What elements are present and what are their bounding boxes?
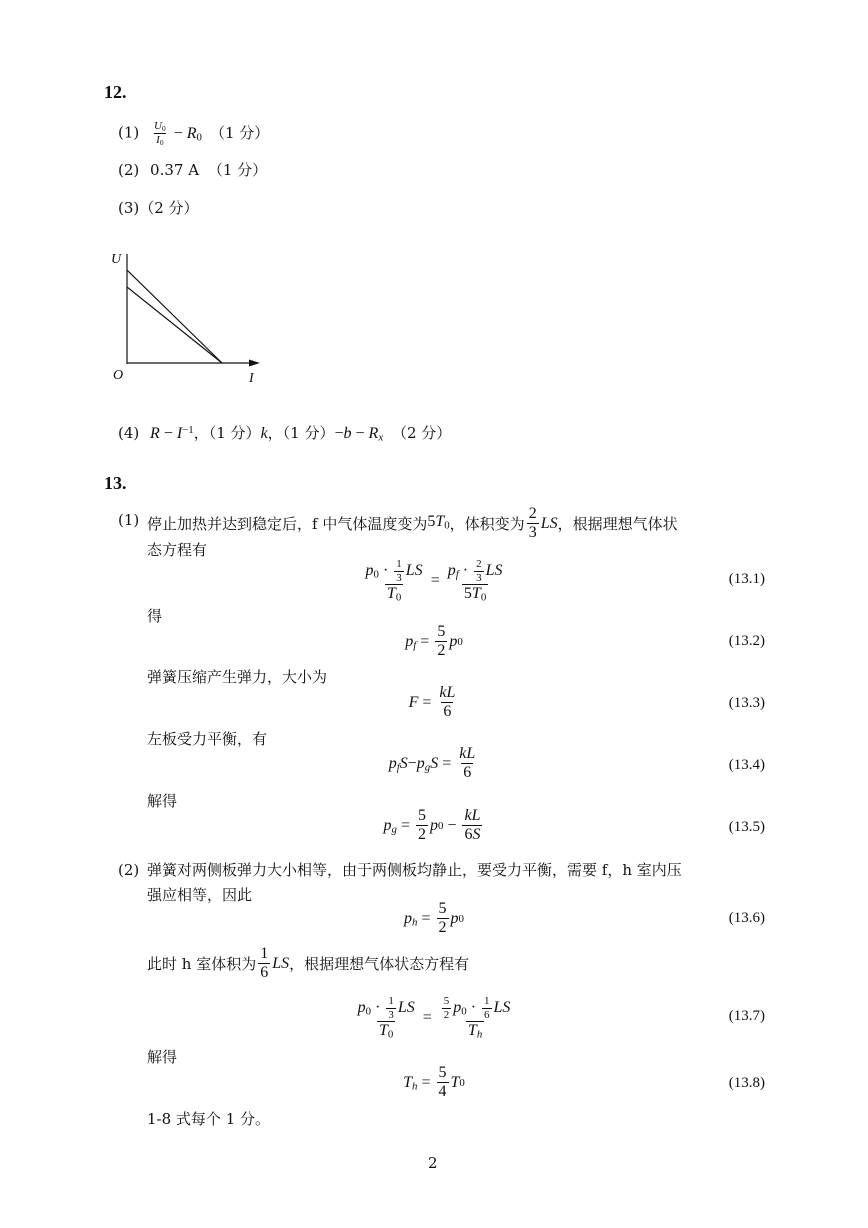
q12-item-1-formula: $\frac{U_0}{I_0}$ − $R_0$: [154, 120, 202, 148]
eq-number-13-5: (13.5): [728, 819, 765, 835]
q12-item-4: (4) $R - I^{-1}$，（1 分）k，（1 分）$-b - R_x$ （2 分）: [118, 423, 452, 444]
q12-item-4-part1: ，（1 分）: [193, 423, 261, 442]
q13-balance-text: 左板受力平衡，有: [147, 730, 268, 748]
equation-13-6: $p_h$ = $\frac{5}{2}$ p 0: [404, 900, 464, 937]
q13-part1-intro-a: 停止加热并达到稳定后，f 中气体温度变为: [147, 514, 428, 533]
q12-item-3-score: （2 分）: [139, 199, 199, 217]
eq-number-13-7: (13.7): [728, 1008, 765, 1024]
q12-item-1-label: (1): [118, 123, 140, 142]
origin-label: O: [113, 368, 124, 383]
eq-number-13-6: (13.6): [728, 910, 765, 926]
equation-13-1: $p_0$ · $\frac{1}{3}$ LS $T_0$ = $p_f$ · $\frac{2}{3}$ LS $5T_0$: [365, 558, 503, 604]
q12-item-4-score: （2 分）: [391, 423, 452, 442]
y-axis-label: U: [111, 252, 122, 267]
line-lower: [127, 287, 222, 363]
eq-number-13-1: (13.1): [728, 571, 765, 587]
q12-item-2-label: (2): [118, 161, 140, 179]
q12-number: 12.: [104, 82, 127, 102]
q12-item-1-score: （1 分）: [209, 123, 270, 142]
x-axis-label: I: [249, 371, 254, 386]
q13-part1-label: (1): [118, 511, 140, 529]
equation-13-4: $p_fS$ − $p_gS$ = $\frac{kL}{6}$: [388, 745, 476, 782]
eq-number-13-2: (13.2): [728, 633, 765, 649]
q13-part2-volume: 此时 h 室体积为 $\frac{1}{6}$ LS ，根据理想气体状态方程有: [147, 945, 470, 982]
q13-part2-line1: 弹簧对两侧板弹力大小相等，由于两侧板均静止，要受力平衡，需要 f，h 室内压: [147, 861, 682, 879]
q13-part1-solve: 解得: [147, 792, 178, 810]
equation-13-7: $p_0$ · $\frac{1}{3}$ LS $T_0$ = $\frac{5}{2}$ $p_0$ · $\frac{1}{6}$ LS $T_h$: [357, 995, 511, 1041]
q13-part2-line2: 强应相等，因此: [147, 886, 253, 904]
q13-part1-intro-c: ，根据理想气体状: [557, 514, 678, 533]
q13-part2-label: (2): [118, 861, 140, 879]
q13-number: 13.: [104, 473, 127, 493]
q13-part1-intro-b: ，体积变为: [449, 514, 525, 533]
equation-13-8: $T_h$ = $\frac{5}{4}$ T 0: [403, 1064, 465, 1101]
q12-item-3: [118, 198, 199, 218]
equation-13-3: F = $\frac{kL}{6}$: [408, 684, 456, 721]
u-i-graph: [104, 244, 274, 386]
q13-part1-intro-line2: 态方程有: [147, 541, 208, 559]
q12-item-4-part2: ，（1 分）: [267, 423, 335, 442]
q13-part1-intro: 停止加热并达到稳定后，f 中气体温度变为 $5T_0$ ，体积变为 $\frac{2}{3}$ LS ，根据理想气体状: [147, 505, 678, 542]
equation-13-5: $p_g$ = $\frac{5}{2}$ p 0 − $\frac{kL}{6S}$: [383, 807, 481, 844]
q12-item-3-label: (3): [118, 199, 140, 217]
q12-item-2-score: （1 分）: [207, 161, 268, 179]
q13-spring-text: 弹簧压缩产生弹力，大小为: [147, 668, 328, 686]
eq-number-13-3: (13.3): [728, 695, 765, 711]
q12-item-2-value: 0.37 A: [150, 161, 200, 179]
q13-part2-vol-b: ，根据理想气体状态方程有: [289, 954, 470, 973]
equation-13-2: $p_f$ = $\frac{5}{2}$ p 0: [405, 623, 463, 660]
q12-item-2: [118, 160, 267, 180]
eq-number-13-4: (13.4): [728, 757, 765, 773]
q13-part2-vol-a: 此时 h 室体积为: [147, 954, 257, 973]
x-axis-arrow: [249, 360, 260, 367]
q13-scoring-note: 1-8 式每个 1 分。: [147, 1110, 271, 1128]
eq-number-13-8: (13.8): [728, 1075, 765, 1091]
q12-item-1: [118, 120, 269, 148]
q12-item-4-label: (4): [118, 423, 140, 442]
q13-de: 得: [147, 607, 163, 625]
q13-part2-solve: 解得: [147, 1048, 178, 1066]
page-number: 2: [428, 1154, 438, 1172]
line-upper: [127, 270, 222, 363]
